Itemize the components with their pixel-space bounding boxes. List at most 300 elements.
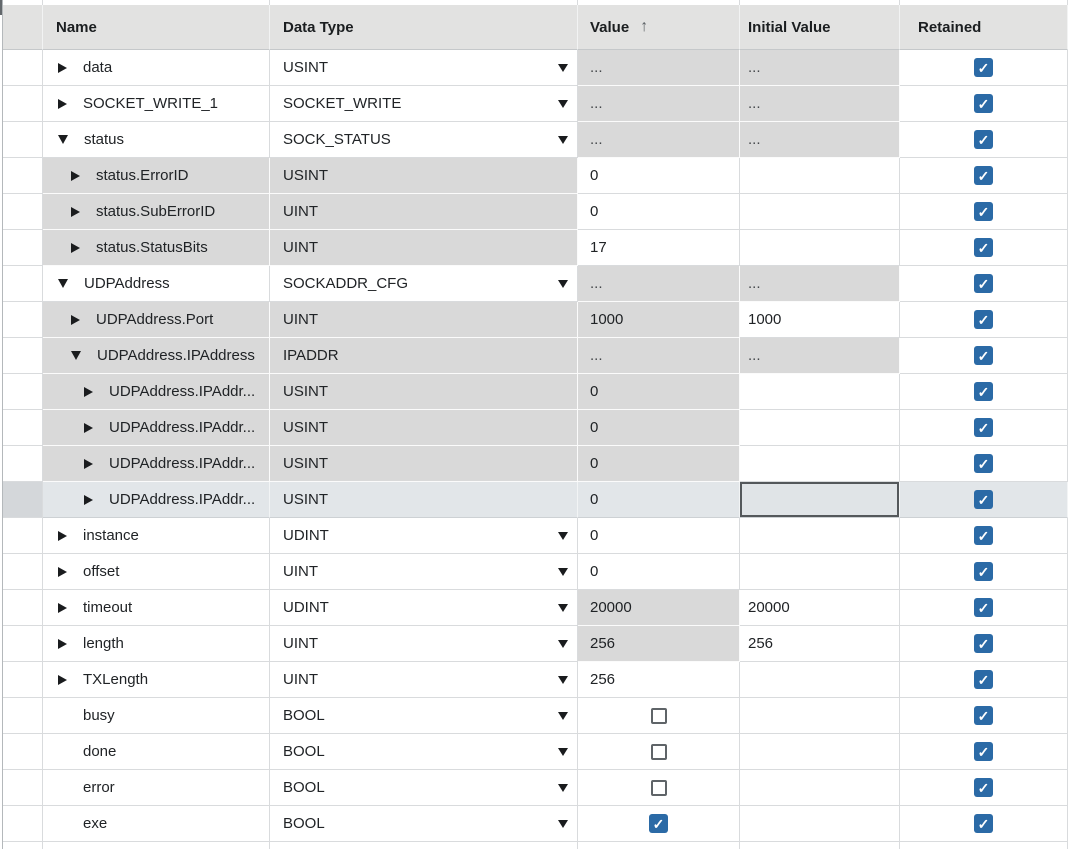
initial-value-cell[interactable] [740,338,900,374]
initial-value-cell[interactable] [740,734,900,770]
column-header-label: Value [590,18,630,36]
retained-cell[interactable] [900,518,1068,554]
initial-value-cell[interactable] [740,302,900,338]
retained-cell[interactable] [900,590,1068,626]
value-cell[interactable] [578,194,740,230]
retained-checkbox-checked[interactable]: ✓ [974,526,993,545]
initial-value-cell[interactable] [740,662,900,698]
data-type-cell[interactable] [270,590,578,626]
initial-value-cell[interactable] [740,230,900,266]
value-text: 0 [590,383,599,400]
data-type-cell[interactable] [270,806,578,842]
initial-value-text: ... [748,95,761,112]
retained-cell[interactable] [900,158,1068,194]
row-selector[interactable] [3,698,43,734]
name-cell[interactable] [43,410,270,446]
row-selector[interactable] [3,194,43,230]
checkbox-container [578,744,739,760]
retained-cell[interactable] [900,806,1068,842]
initial-value-cell[interactable] [740,122,900,158]
row-selector[interactable] [3,626,43,662]
expand-icon[interactable] [58,63,67,73]
table-bottom-edge [3,842,43,849]
data-type-dropdown-icon[interactable] [558,712,568,720]
data-type-cell[interactable] [270,446,578,482]
value-cell[interactable] [578,806,740,842]
data-type-dropdown-icon[interactable] [558,604,568,612]
value-cell[interactable] [578,374,740,410]
data-type-value: UINT [283,563,318,580]
value-text: 20000 [590,599,632,616]
checkbox-container [900,310,1067,329]
data-type-cell[interactable] [270,482,578,518]
retained-checkbox-checked[interactable]: ✓ [974,346,993,365]
name-cell[interactable] [43,374,270,410]
column-header-value[interactable] [578,5,740,50]
row-selector[interactable] [3,446,43,482]
retained-checkbox-checked[interactable]: ✓ [974,634,993,653]
variable-name: UDPAddress [84,275,170,292]
value-cell[interactable] [578,626,740,662]
variable-name: busy [83,707,115,724]
checkbox-container [900,382,1067,401]
data-type-dropdown-icon[interactable] [558,676,568,684]
value-text: 1000 [590,311,624,328]
value-cell[interactable] [578,50,740,86]
checkbox-container [900,418,1067,437]
retained-checkbox-checked[interactable]: ✓ [974,202,993,221]
row-selector[interactable] [3,482,43,518]
retained-cell[interactable] [900,446,1068,482]
row-selector-header [3,5,43,50]
indent-spacer [58,787,67,788]
checkbox-container [900,562,1067,581]
retained-cell[interactable] [900,698,1068,734]
data-type-value: SOCKET_WRITE [283,95,402,112]
data-type-cell[interactable] [270,194,578,230]
value-text: ... [590,347,603,364]
variable-name: timeout [83,599,133,616]
sort-ascending-icon[interactable]: ↑ [640,18,649,35]
retained-checkbox-checked[interactable]: ✓ [974,562,993,581]
checkbox-container [900,454,1067,473]
name-cell[interactable] [43,626,270,662]
row-selector[interactable] [3,338,43,374]
checkbox-container [900,274,1067,293]
value-cell[interactable] [578,158,740,194]
row-selector[interactable] [3,158,43,194]
data-type-dropdown-icon[interactable] [558,136,568,144]
expand-icon[interactable] [71,171,80,181]
name-cell[interactable] [43,554,270,590]
expand-icon[interactable] [58,99,67,109]
retained-cell[interactable] [900,770,1068,806]
column-header-name[interactable] [43,5,270,50]
variable-name: UDPAddress.IPAddr... [109,383,256,400]
row-selector[interactable] [3,662,43,698]
checkbox-container [900,778,1067,797]
initial-value-cell[interactable] [740,590,900,626]
data-type-cell[interactable] [270,86,578,122]
data-type-cell[interactable] [270,554,578,590]
initial-value-text: ... [748,347,761,364]
retained-cell[interactable] [900,734,1068,770]
variable-name: SOCKET_WRITE_1 [83,95,219,112]
value-checkbox-unchecked[interactable] [651,708,667,724]
data-type-dropdown-icon[interactable] [558,280,568,288]
checkbox-container [900,238,1067,257]
variable-name: UDPAddress.IPAddr... [109,491,256,508]
expand-icon[interactable] [84,387,93,397]
row-selector[interactable] [3,302,43,338]
value-checkbox-unchecked[interactable] [651,780,667,796]
initial-value-text: 256 [748,635,774,652]
retained-cell[interactable] [900,410,1068,446]
name-cell[interactable] [43,302,270,338]
data-type-value: USINT [283,383,328,400]
variable-table [2,0,1068,849]
retained-cell[interactable] [900,482,1068,518]
value-cell[interactable] [578,302,740,338]
name-cell[interactable] [43,734,270,770]
variable-name: status.ErrorID [96,167,189,184]
name-cell[interactable] [43,122,270,158]
value-cell[interactable] [578,410,740,446]
data-type-dropdown-icon[interactable] [558,64,568,72]
initial-value-cell[interactable] [740,698,900,734]
retained-cell[interactable] [900,50,1068,86]
data-type-value: USINT [283,455,328,472]
data-type-value: UINT [283,311,318,328]
data-type-cell[interactable] [270,734,578,770]
retained-cell[interactable] [900,374,1068,410]
row-selector[interactable] [3,86,43,122]
data-type-dropdown-icon[interactable] [558,748,568,756]
checkbox-container [900,94,1067,113]
checkbox-container [900,526,1067,545]
row-selector[interactable] [3,266,43,302]
table-bottom-edge [578,842,740,849]
name-cell[interactable] [43,50,270,86]
checkbox-container [900,742,1067,761]
name-cell[interactable] [43,806,270,842]
value-cell[interactable] [578,446,740,482]
row-selector[interactable] [3,554,43,590]
value-text: ... [590,95,603,112]
retained-checkbox-checked[interactable]: ✓ [974,742,993,761]
variable-name: data [83,59,113,76]
data-type-dropdown-icon[interactable] [558,640,568,648]
retained-cell[interactable] [900,302,1068,338]
checkbox-container [900,670,1067,689]
variable-name: UDPAddress.IPAddr... [109,455,256,472]
collapse-icon[interactable] [58,135,68,144]
table-bottom-edge [270,842,578,849]
initial-value-cell[interactable] [740,50,900,86]
checkbox-container [578,814,739,833]
retained-checkbox-checked[interactable]: ✓ [974,58,993,77]
row-selector[interactable] [3,518,43,554]
retained-cell[interactable] [900,194,1068,230]
initial-value-cell[interactable] [740,410,900,446]
initial-value-cell[interactable] [740,158,900,194]
value-text: ... [590,275,603,292]
expand-icon[interactable] [84,423,93,433]
data-type-value: UINT [283,635,318,652]
initial-value-cell[interactable] [740,374,900,410]
value-cell[interactable] [578,662,740,698]
variable-name: TXLength [83,671,149,688]
value-cell[interactable] [578,122,740,158]
retained-checkbox-checked[interactable]: ✓ [974,454,993,473]
expand-icon[interactable] [58,639,67,649]
retained-checkbox-checked[interactable]: ✓ [974,166,993,185]
value-cell[interactable] [578,554,740,590]
value-text: 0 [590,491,599,508]
data-type-dropdown-icon[interactable] [558,568,568,576]
expand-icon[interactable] [58,531,67,541]
data-type-cell[interactable] [270,266,578,302]
data-type-cell[interactable] [270,518,578,554]
initial-value-text: ... [748,275,761,292]
data-type-value: BOOL [283,779,325,796]
table-bottom-edge [43,842,270,849]
selected-cell[interactable] [740,482,900,518]
retained-checkbox-checked[interactable]: ✓ [974,778,993,797]
retained-checkbox-checked[interactable]: ✓ [974,382,993,401]
value-text: 0 [590,455,599,472]
variable-name: status.StatusBits [96,239,208,256]
value-text: 0 [590,203,599,220]
name-cell[interactable] [43,230,270,266]
indent-spacer [58,751,67,752]
data-type-cell[interactable] [270,158,578,194]
value-cell[interactable] [578,698,740,734]
name-cell[interactable] [43,518,270,554]
checkbox-container [900,346,1067,365]
data-type-cell[interactable] [270,410,578,446]
column-header-label: Data Type [283,18,354,36]
initial-value-cell[interactable] [740,554,900,590]
expand-icon[interactable] [84,495,93,505]
retained-checkbox-checked[interactable]: ✓ [974,598,993,617]
expand-icon[interactable] [58,567,67,577]
value-text: ... [590,131,603,148]
data-type-value: BOOL [283,743,325,760]
data-type-dropdown-icon[interactable] [558,532,568,540]
value-checkbox-unchecked[interactable] [651,744,667,760]
retained-checkbox-checked[interactable]: ✓ [974,94,993,113]
data-type-value: BOOL [283,707,325,724]
data-type-value: UINT [283,239,318,256]
value-cell[interactable] [578,266,740,302]
variable-name: UDPAddress.IPAddr... [109,419,256,436]
data-type-value: SOCKADDR_CFG [283,275,409,292]
value-cell[interactable] [578,86,740,122]
indent-spacer [58,715,67,716]
expand-icon[interactable] [71,315,80,325]
name-cell[interactable] [43,590,270,626]
expand-icon[interactable] [58,675,67,685]
collapse-icon[interactable] [71,351,81,360]
initial-value-text: ... [748,59,761,76]
name-cell[interactable] [43,482,270,518]
row-selector[interactable] [3,806,43,842]
retained-checkbox-checked[interactable]: ✓ [974,274,993,293]
value-text: ... [590,59,603,76]
checkbox-container [900,814,1067,833]
name-cell[interactable] [43,158,270,194]
initial-value-text: 1000 [748,311,782,328]
value-cell[interactable] [578,518,740,554]
data-type-dropdown-icon[interactable] [558,820,568,828]
data-type-value: SOCK_STATUS [283,131,391,148]
value-cell[interactable] [578,482,740,518]
name-cell[interactable] [43,446,270,482]
data-type-value: UDINT [283,527,329,544]
column-header-retained[interactable] [900,5,1068,50]
data-type-value: USINT [283,419,328,436]
data-type-cell[interactable] [270,374,578,410]
value-text: 256 [590,671,616,688]
retained-checkbox-checked[interactable]: ✓ [974,814,993,833]
name-cell[interactable] [43,266,270,302]
table-bottom-edge [900,842,1068,849]
variable-name: length [83,635,124,652]
name-cell[interactable] [43,770,270,806]
expand-icon[interactable] [84,459,93,469]
retained-cell[interactable] [900,554,1068,590]
initial-value-cell[interactable] [740,194,900,230]
retained-cell[interactable] [900,626,1068,662]
retained-cell[interactable] [900,122,1068,158]
row-selector[interactable] [3,410,43,446]
initial-value-cell[interactable] [740,518,900,554]
name-cell[interactable] [43,194,270,230]
column-header-label: Initial Value [748,18,831,36]
data-type-dropdown-icon[interactable] [558,784,568,792]
data-type-cell[interactable] [270,50,578,86]
data-type-cell[interactable] [270,698,578,734]
retained-cell[interactable] [900,230,1068,266]
data-type-cell[interactable] [270,338,578,374]
data-type-value: USINT [283,59,328,76]
data-type-value: BOOL [283,815,325,832]
row-selector[interactable] [3,734,43,770]
initial-value-text: ... [748,131,761,148]
data-type-value: USINT [283,167,328,184]
name-cell[interactable] [43,662,270,698]
variable-name: UDPAddress.IPAddress [97,347,255,364]
row-selector[interactable] [3,374,43,410]
column-header-label: Name [56,18,97,36]
name-cell[interactable] [43,698,270,734]
value-text: 17 [590,239,607,256]
retained-cell[interactable] [900,266,1068,302]
expand-icon[interactable] [71,243,80,253]
retained-cell[interactable] [900,86,1068,122]
value-checkbox-checked[interactable]: ✓ [649,814,668,833]
data-type-cell[interactable] [270,302,578,338]
value-cell[interactable] [578,230,740,266]
checkbox-container [900,58,1067,77]
checkbox-container [900,202,1067,221]
initial-value-cell[interactable] [740,266,900,302]
initial-value-cell[interactable] [740,446,900,482]
value-cell[interactable] [578,734,740,770]
variable-name: error [83,779,115,796]
variable-name: status.SubErrorID [96,203,216,220]
value-cell[interactable] [578,770,740,806]
variable-name: done [83,743,117,760]
initial-value-cell[interactable] [740,626,900,662]
retained-cell[interactable] [900,338,1068,374]
initial-value-cell[interactable] [740,770,900,806]
data-type-value: USINT [283,491,328,508]
name-cell[interactable] [43,86,270,122]
data-type-cell[interactable] [270,122,578,158]
initial-value-cell[interactable] [740,86,900,122]
collapse-icon[interactable] [58,279,68,288]
expand-icon[interactable] [58,603,67,613]
initial-value-cell[interactable] [740,806,900,842]
data-type-dropdown-icon[interactable] [558,100,568,108]
checkbox-container [900,130,1067,149]
name-cell[interactable] [43,338,270,374]
data-type-value: UINT [283,671,318,688]
retained-checkbox-checked[interactable]: ✓ [974,238,993,257]
retained-checkbox-checked[interactable]: ✓ [974,490,993,509]
row-selector[interactable] [3,122,43,158]
value-text: 0 [590,563,599,580]
value-text: 0 [590,167,599,184]
variable-name: instance [83,527,139,544]
data-type-cell[interactable] [270,230,578,266]
row-selector[interactable] [3,50,43,86]
retained-checkbox-checked[interactable]: ✓ [974,706,993,725]
checkbox-container [900,598,1067,617]
variable-name: exe [83,815,108,832]
row-selector[interactable] [3,770,43,806]
retained-cell[interactable] [900,662,1068,698]
value-cell[interactable] [578,338,740,374]
row-selector[interactable] [3,590,43,626]
retained-checkbox-checked[interactable]: ✓ [974,310,993,329]
column-header-data-type[interactable] [270,5,578,50]
retained-checkbox-checked[interactable]: ✓ [974,418,993,437]
checkbox-container [900,490,1067,509]
data-type-cell[interactable] [270,770,578,806]
data-type-value: UDINT [283,599,329,616]
value-cell[interactable] [578,590,740,626]
checkbox-container [900,166,1067,185]
row-selector[interactable] [3,230,43,266]
expand-icon[interactable] [71,207,80,217]
checkbox-container [578,780,739,796]
data-type-cell[interactable] [270,626,578,662]
data-type-cell[interactable] [270,662,578,698]
table-bottom-edge [740,842,900,849]
checkbox-container [900,706,1067,725]
retained-checkbox-checked[interactable]: ✓ [974,130,993,149]
retained-checkbox-checked[interactable]: ✓ [974,670,993,689]
column-header-initial-value[interactable] [740,5,900,50]
variable-name: status [84,131,125,148]
value-text: 0 [590,419,599,436]
variable-name: UDPAddress.Port [96,311,214,328]
indent-spacer [58,823,67,824]
data-type-value: IPADDR [283,347,339,364]
